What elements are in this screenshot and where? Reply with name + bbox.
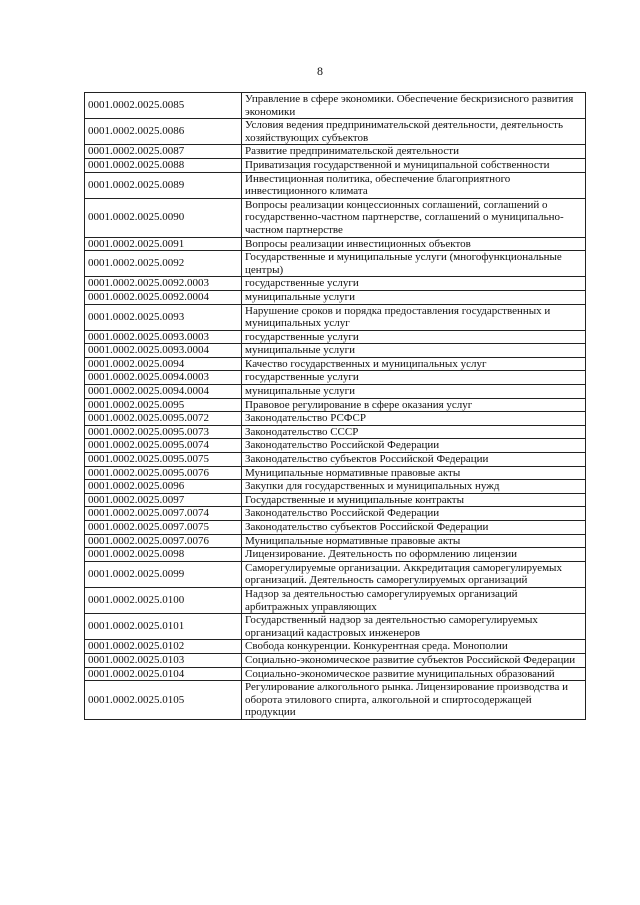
row-title: Инвестиционная политика, обеспечение благоприятного инвестиционного климата (242, 172, 586, 198)
row-title: Законодательство СССР (242, 425, 586, 439)
row-title: Лицензирование. Деятельность по оформлению лицензии (242, 548, 586, 562)
row-title: государственные услуги (242, 371, 586, 385)
row-title: Качество государственных и муниципальных услуг (242, 357, 586, 371)
row-code: 0001.0002.0025.0093 (85, 304, 242, 330)
row-title: Управление в сфере экономики. Обеспечение бескризисного развития экономики (242, 93, 586, 119)
table-row (85, 251, 586, 277)
row-code: 0001.0002.0025.0095.0073 (85, 425, 242, 439)
row-code: 0001.0002.0025.0105 (85, 681, 242, 720)
table-row (85, 653, 586, 667)
row-code: 0001.0002.0025.0095.0075 (85, 453, 242, 467)
table-row (85, 277, 586, 291)
row-title: Законодательство Российской Федерации (242, 439, 586, 453)
row-title: Муниципальные нормативные правовые акты (242, 466, 586, 480)
row-title: Государственные и муниципальные услуги (многофункциональные центры) (242, 251, 586, 277)
row-title: Муниципальные нормативные правовые акты (242, 534, 586, 548)
row-code: 0001.0002.0025.0104 (85, 667, 242, 681)
table-row (85, 172, 586, 198)
row-code: 0001.0002.0025.0093.0004 (85, 344, 242, 358)
table-row (85, 93, 586, 119)
row-title: Социально-экономическое развитие субъектов Российской Федерации (242, 653, 586, 667)
row-code: 0001.0002.0025.0091 (85, 237, 242, 251)
table-row (85, 480, 586, 494)
row-code: 0001.0002.0025.0100 (85, 587, 242, 613)
classifier-table (84, 92, 586, 720)
row-code: 0001.0002.0025.0103 (85, 653, 242, 667)
row-code: 0001.0002.0025.0092.0004 (85, 290, 242, 304)
table-row (85, 466, 586, 480)
row-code: 0001.0002.0025.0086 (85, 119, 242, 145)
row-title: Государственные и муниципальные контракты (242, 493, 586, 507)
table-row (85, 507, 586, 521)
row-title: Развитие предпринимательской деятельности (242, 145, 586, 159)
row-code: 0001.0002.0025.0098 (85, 548, 242, 562)
table-row (85, 681, 586, 720)
row-code: 0001.0002.0025.0092.0003 (85, 277, 242, 291)
row-code: 0001.0002.0025.0089 (85, 172, 242, 198)
row-title: Регулирование алкогольного рынка. Лицензирование производства и оборота этилового спирта, алкогольной и спиртосодержащей продукции (242, 681, 586, 720)
table-row (85, 304, 586, 330)
row-title: муниципальные услуги (242, 290, 586, 304)
row-title: Надзор за деятельностью саморегулируемых организаций арбитражных управляющих (242, 587, 586, 613)
table-row (85, 493, 586, 507)
row-title: государственные услуги (242, 277, 586, 291)
row-title: Вопросы реализации концессионных соглашений, соглашений о государственно-частном партнерстве, соглашений о муниципально-частном партнерстве (242, 198, 586, 237)
table-row (85, 357, 586, 371)
table-row (85, 548, 586, 562)
row-code: 0001.0002.0025.0092 (85, 251, 242, 277)
table-row (85, 412, 586, 426)
table-row (85, 119, 586, 145)
table-row (85, 439, 586, 453)
table-row (85, 453, 586, 467)
row-code: 0001.0002.0025.0099 (85, 561, 242, 587)
row-title: муниципальные услуги (242, 385, 586, 399)
row-title: Правовое регулирование в сфере оказания услуг (242, 398, 586, 412)
table-row (85, 398, 586, 412)
row-code: 0001.0002.0025.0095.0072 (85, 412, 242, 426)
table-row (85, 425, 586, 439)
table-row (85, 561, 586, 587)
row-code: 0001.0002.0025.0093.0003 (85, 330, 242, 344)
row-code: 0001.0002.0025.0097 (85, 493, 242, 507)
row-code: 0001.0002.0025.0097.0076 (85, 534, 242, 548)
row-title: Приватизация государственной и муниципальной собственности (242, 158, 586, 172)
row-code: 0001.0002.0025.0094 (85, 357, 242, 371)
row-code: 0001.0002.0025.0094.0003 (85, 371, 242, 385)
row-title: Условия ведения предпринимательской деятельности, деятельность хозяйствующих субъектов (242, 119, 586, 145)
table-row (85, 237, 586, 251)
table-row (85, 371, 586, 385)
table-row (85, 344, 586, 358)
table-row (85, 158, 586, 172)
row-title: Свобода конкуренции. Конкурентная среда. Монополии (242, 640, 586, 654)
table-row (85, 198, 586, 237)
row-code: 0001.0002.0025.0102 (85, 640, 242, 654)
table-row (85, 521, 586, 535)
row-code: 0001.0002.0025.0087 (85, 145, 242, 159)
row-code: 0001.0002.0025.0095 (85, 398, 242, 412)
row-code: 0001.0002.0025.0097.0074 (85, 507, 242, 521)
table-row (85, 614, 586, 640)
row-code: 0001.0002.0025.0085 (85, 93, 242, 119)
row-code: 0001.0002.0025.0096 (85, 480, 242, 494)
table-row (85, 330, 586, 344)
page-number: 8 (317, 64, 323, 78)
row-code: 0001.0002.0025.0095.0076 (85, 466, 242, 480)
table-row (85, 145, 586, 159)
row-code: 0001.0002.0025.0101 (85, 614, 242, 640)
row-title: Законодательство Российской Федерации (242, 507, 586, 521)
row-title: Социально-экономическое развитие муниципальных образований (242, 667, 586, 681)
row-code: 0001.0002.0025.0095.0074 (85, 439, 242, 453)
row-code: 0001.0002.0025.0097.0075 (85, 521, 242, 535)
row-title: муниципальные услуги (242, 344, 586, 358)
table-row (85, 534, 586, 548)
table-row (85, 587, 586, 613)
row-title: Законодательство субъектов Российской Федерации (242, 521, 586, 535)
table-row (85, 667, 586, 681)
row-title: Законодательство РСФСР (242, 412, 586, 426)
table-row (85, 290, 586, 304)
row-title: Государственный надзор за деятельностью саморегулируемых организаций кадастровых инженеров (242, 614, 586, 640)
row-title: Закупки для государственных и муниципальных нужд (242, 480, 586, 494)
table-row (85, 385, 586, 399)
row-title: Вопросы реализации инвестиционных объектов (242, 237, 586, 251)
row-title: Саморегулируемые организации. Аккредитация саморегулируемых организаций. Деятельность саморегулируемых организаций (242, 561, 586, 587)
row-code: 0001.0002.0025.0094.0004 (85, 385, 242, 399)
row-title: Законодательство субъектов Российской Федерации (242, 453, 586, 467)
row-code: 0001.0002.0025.0088 (85, 158, 242, 172)
classifier-table-body (85, 93, 586, 720)
row-code: 0001.0002.0025.0090 (85, 198, 242, 237)
row-title: Нарушение сроков и порядка предоставления государственных и муниципальных услуг (242, 304, 586, 330)
row-title: государственные услуги (242, 330, 586, 344)
table-row (85, 640, 586, 654)
